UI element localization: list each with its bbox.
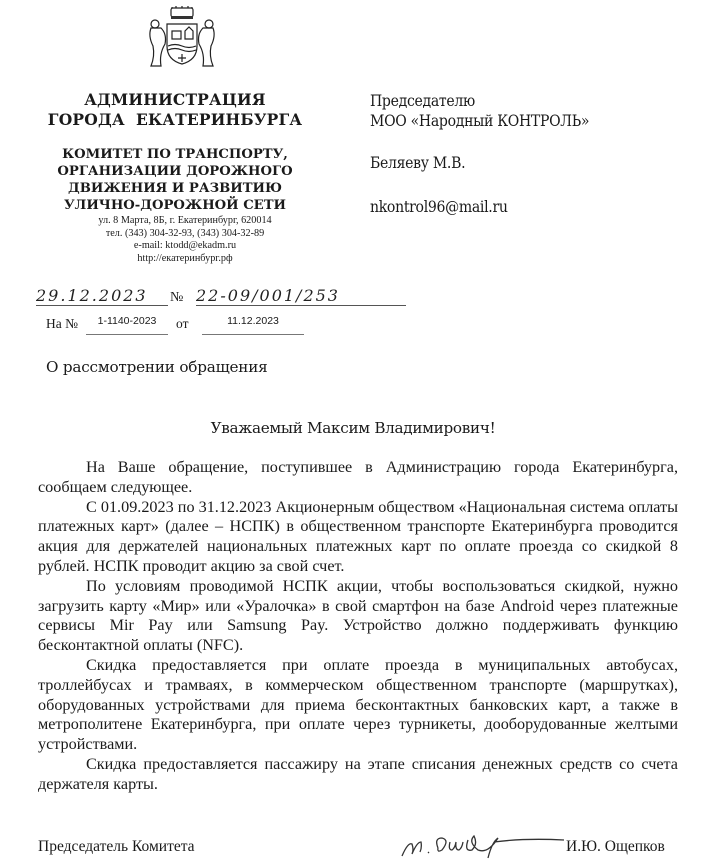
outgoing-date: 29.12.2023 (36, 286, 168, 306)
handwritten-signature-icon (398, 826, 578, 860)
reply-date: 11.12.2023 (202, 315, 304, 335)
email-line: e-mail: ktodd@ekadm.ru (133, 240, 237, 251)
reply-number: 1-1140-2023 (86, 315, 168, 335)
signatory-position: Председатель Комитета (38, 838, 195, 855)
recipient-title: Председателю (370, 92, 475, 110)
admin-line-2: ГОРОДА ЕКАТЕРИНБУРГА (47, 110, 303, 129)
administration-title (40, 90, 310, 130)
committee-line: ОРГАНИЗАЦИИ ДОРОЖНОГО (57, 164, 293, 179)
letter-body (38, 458, 678, 795)
admin-line-1: АДМИНИСТРАЦИЯ (84, 90, 266, 109)
address-line: ул. 8 Марта, 8Б, г. Екатеринбург, 620014 (98, 215, 272, 226)
recipient-block (370, 91, 589, 217)
letter-subject: О рассмотрении обращения (46, 358, 268, 376)
committee-line: КОМИТЕТ ПО ТРАНСПОРТУ, (62, 147, 288, 162)
committee-address (60, 215, 310, 265)
committee-line: УЛИЧНО-ДОРОЖНОЙ СЕТИ (63, 198, 287, 213)
recipient-email: nkontrol96@mail.ru (370, 198, 508, 216)
recipient-organization: МОО «Народный КОНТРОЛЬ» (370, 112, 590, 130)
registration-line (36, 286, 366, 310)
body-paragraph: Скидка предоставляется пассажиру на этапе списания денежных средств со счета держателя карты. (38, 754, 678, 793)
coat-of-arms-icon (143, 6, 221, 72)
greeting: Уважаемый Максим Владимирович! (210, 419, 496, 437)
signatory-name: И.Ю. Ощепков (566, 838, 665, 855)
body-paragraph: С 01.09.2023 по 31.12.2023 Акционерным обществом «Национальная система оплаты платежных карт» (далее – НСПК) в общественном транспорте Екатеринбурга проводится акция для держателей национальных платежных карт по оплате проезда со скидкой 8 рублей. НСПК проводит акцию за свой счет. (38, 497, 678, 575)
body-paragraph: На Ваше обращение, поступившее в Администрацию города Екатеринбурга, сообщаем следующее. (38, 458, 678, 496)
committee-line: ДВИЖЕНИЯ И РАЗВИТИЮ (68, 181, 282, 196)
recipient-name: Беляеву М.В. (370, 154, 466, 172)
reply-number-label: На № (46, 316, 78, 331)
outgoing-number: 22-09/001/253 (196, 286, 406, 306)
phone-line: тел. (343) 304-32-93, (343) 304-32-89 (105, 227, 265, 239)
number-label: № (170, 290, 184, 305)
committee-title (40, 146, 310, 214)
website-line: http://екатеринбург.рф (137, 252, 233, 264)
reply-reference (46, 316, 376, 338)
body-paragraph: По условиям проводимой НСПК акции, чтобы воспользоваться скидкой, нужно загрузить карту «Мир» или «Уралочка» в свой смартфон на базе Android через платежные сервисы Mir Pay или Samsung Pay. Устройство должно поддерживать функцию бесконтактной оплаты (NFC). (38, 576, 678, 655)
reply-from-label: от (176, 316, 189, 331)
body-paragraph: Скидка предоставляется при оплате проезда в муниципальных автобусах, троллейбусах и трамваях, в коммерческом общественном транспорте (маршрутках), оборудованных устройствами для приема бесконтактных банковских карт, а также в метрополитене Екатеринбурга, при оплате через турникеты, дооборудованные желтыми устройствами. (38, 655, 678, 754)
